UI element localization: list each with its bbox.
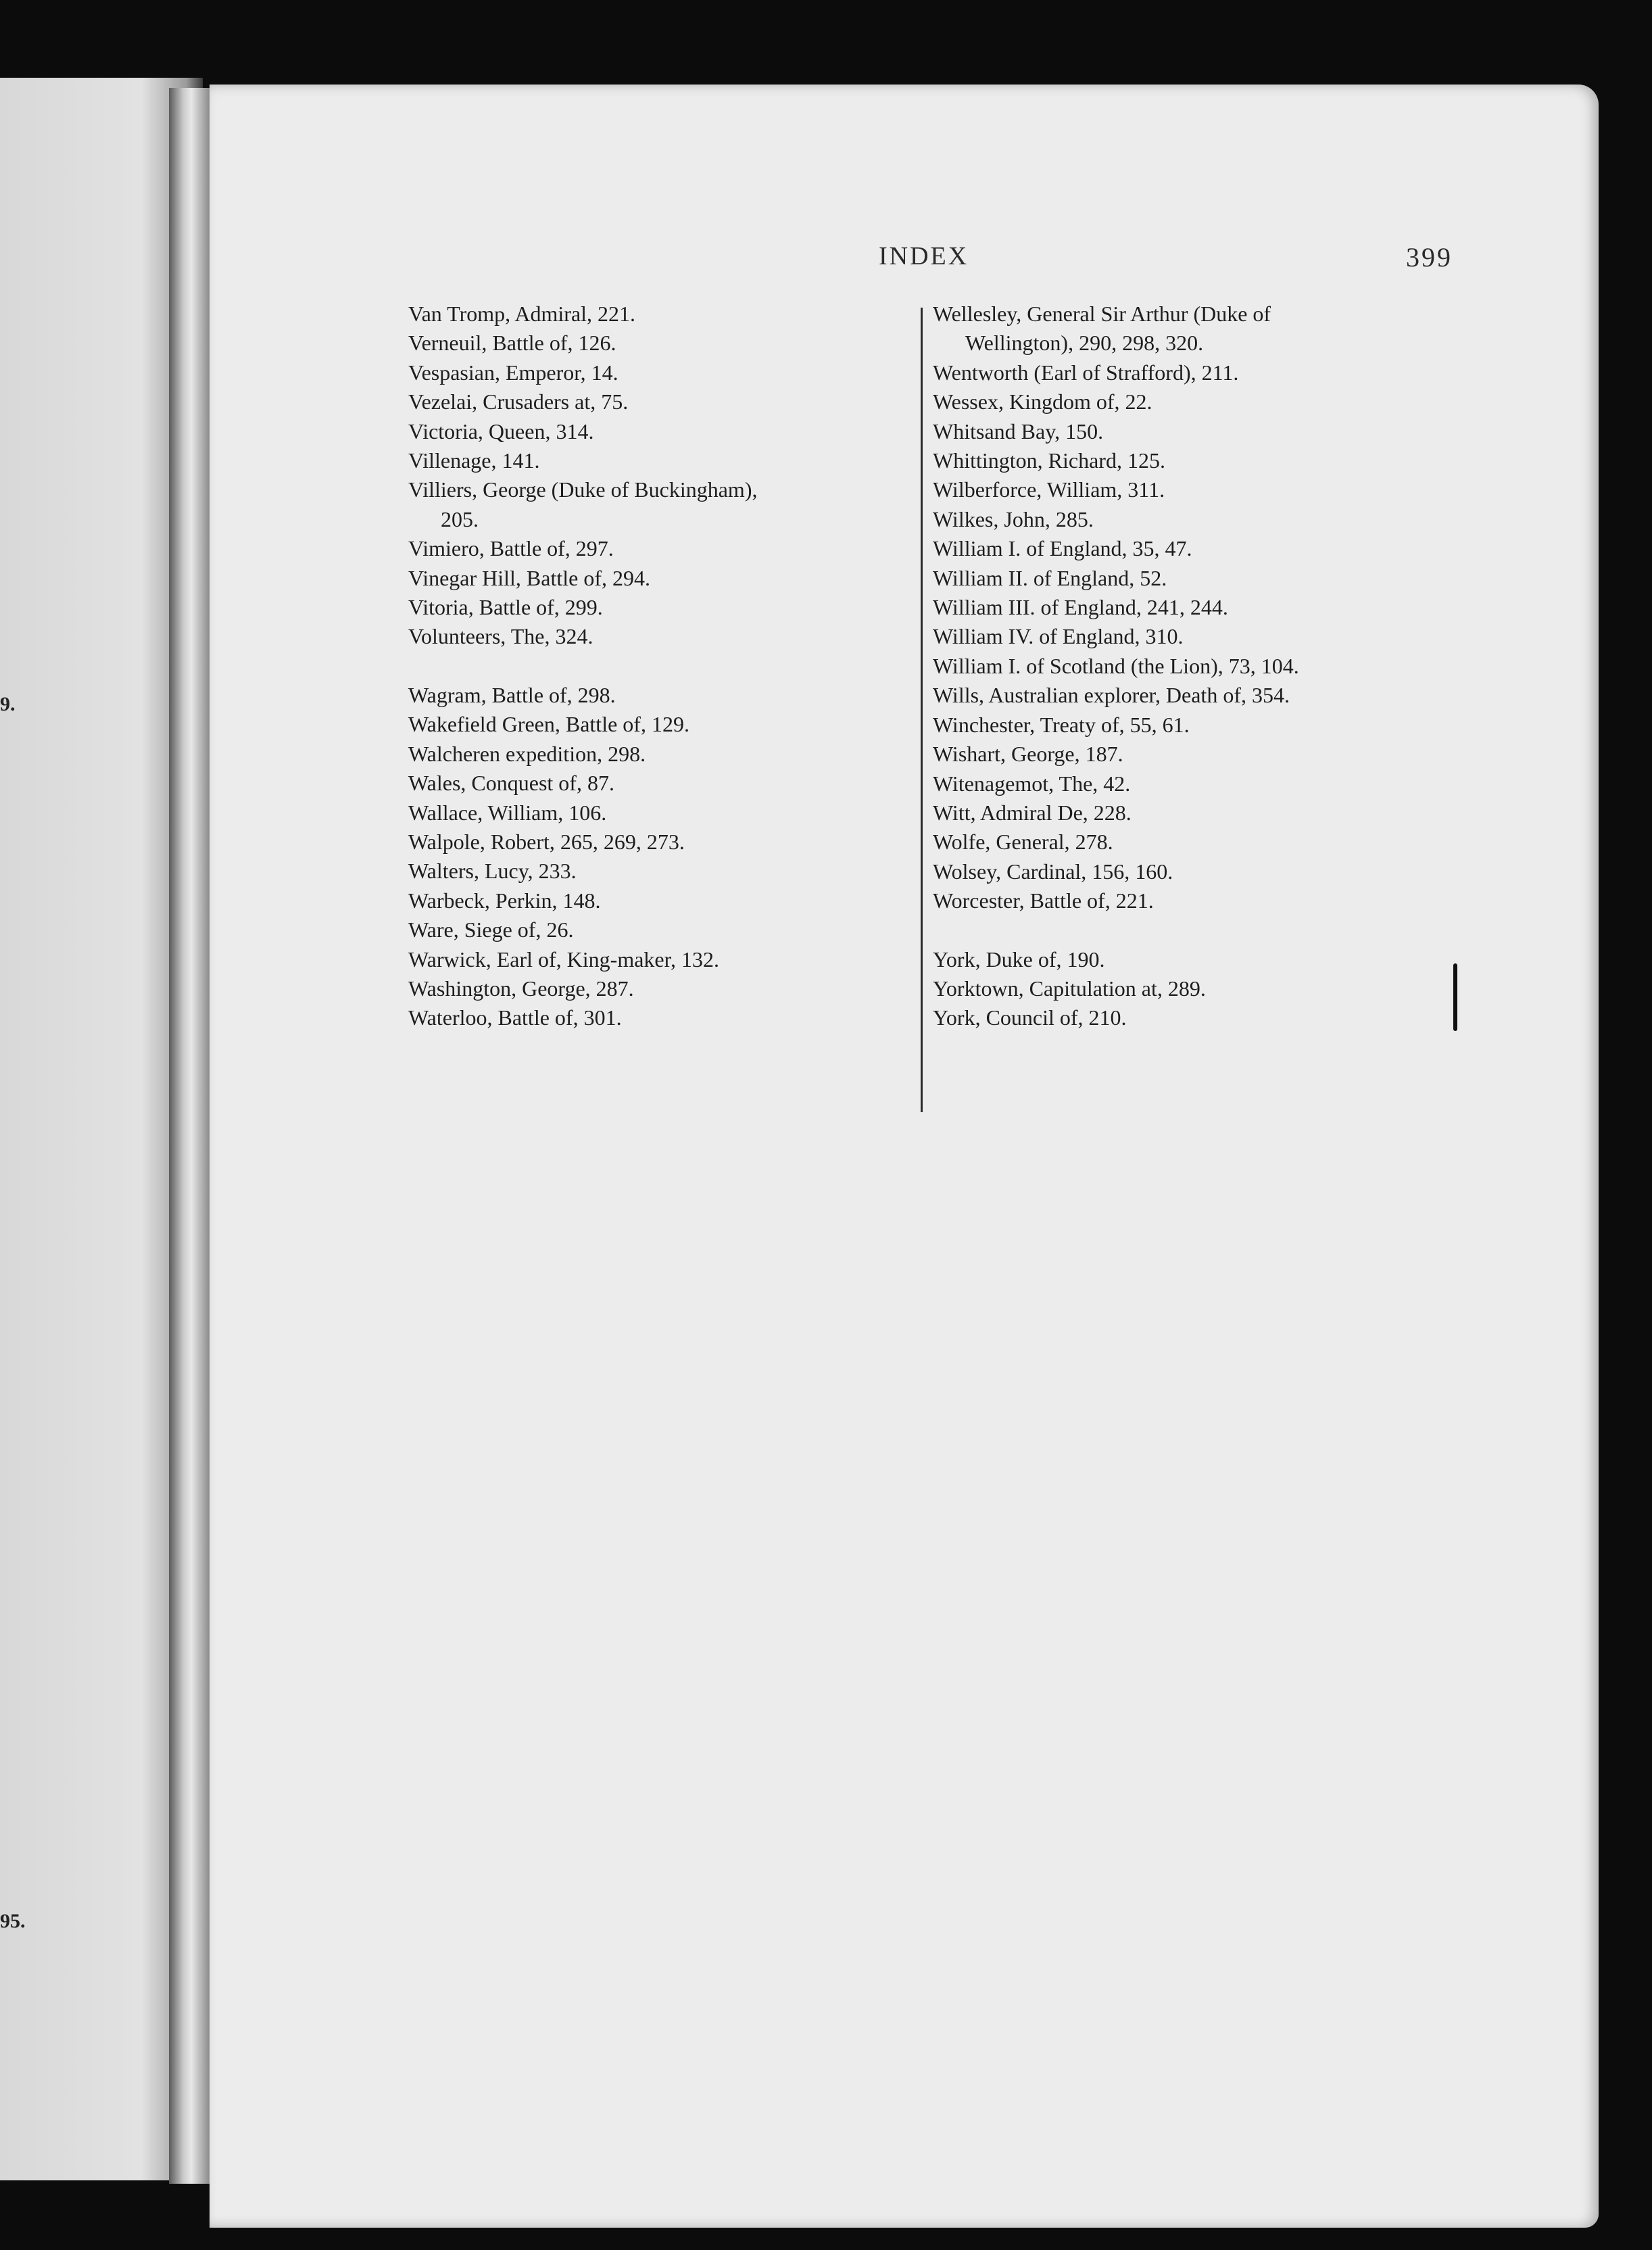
- index-entry: Waterloo, Battle of, 301.: [408, 1005, 622, 1030]
- index-entry: William III. of England, 241, 244.: [933, 595, 1228, 620]
- index-entry: Witenagemot, The, 42.: [933, 771, 1131, 796]
- index-page: [210, 85, 1599, 2228]
- index-entry: William IV. of England, 310.: [933, 624, 1184, 649]
- facing-page-fragment: 9.: [0, 693, 16, 715]
- margin-mark: [1453, 963, 1457, 1031]
- index-entry: William I. of England, 35, 47.: [933, 536, 1192, 561]
- index-entry: Verneuil, Battle of, 126.: [408, 331, 616, 356]
- index-entry: Wills, Australian explorer, Death of, 354.: [933, 683, 1290, 708]
- column-rule: [921, 308, 923, 1112]
- index-entry: Ware, Siege of, 26.: [408, 917, 574, 942]
- page-number: 399: [1406, 242, 1453, 272]
- index-entry: William II. of England, 52.: [933, 565, 1167, 590]
- index-entry: Walpole, Robert, 265, 269, 273.: [408, 829, 685, 854]
- index-entry: William I. of Scotland (the Lion), 73, 104.: [933, 653, 1299, 678]
- index-entry-continuation: Wellington), 290, 298, 320.: [965, 331, 1204, 356]
- index-column-right: [933, 300, 1299, 1033]
- index-entry: Wakefield Green, Battle of, 129.: [408, 712, 689, 737]
- index-entry: Van Tromp, Admiral, 221.: [408, 302, 636, 326]
- index-entry: Victoria, Queen, 314.: [408, 418, 594, 444]
- index-entry: Whittington, Richard, 125.: [933, 448, 1165, 473]
- index-entry: Warwick, Earl of, King-maker, 132.: [408, 947, 719, 972]
- index-entry: Wilberforce, William, 311.: [933, 477, 1165, 502]
- index-entry: Yorktown, Capitulation at, 289.: [933, 976, 1206, 1001]
- index-entry: Warbeck, Perkin, 148.: [408, 888, 601, 913]
- index-entry-continuation: 205.: [441, 506, 479, 531]
- index-entry: Vitoria, Battle of, 299.: [408, 595, 603, 620]
- index-entry: Vespasian, Emperor, 14.: [408, 360, 618, 385]
- index-entry: Whitsand Bay, 150.: [933, 418, 1104, 444]
- letter-section-gap: [408, 652, 757, 681]
- letter-section-gap: [933, 916, 1299, 945]
- facing-page-fragment: 95.: [0, 1910, 26, 1932]
- index-entry: Vezelai, Crusaders at, 75.: [408, 389, 629, 414]
- index-entry: York, Council of, 210.: [933, 1005, 1127, 1030]
- index-entry: Wilkes, John, 285.: [933, 506, 1094, 531]
- index-entry: York, Duke of, 190.: [933, 947, 1105, 972]
- index-entry: Worcester, Battle of, 221.: [933, 888, 1154, 913]
- index-entry: Wagram, Battle of, 298.: [408, 682, 616, 707]
- index-entry: Wessex, Kingdom of, 22.: [933, 389, 1152, 414]
- index-entry: Winchester, Treaty of, 55, 61.: [933, 712, 1190, 737]
- index-entry: Volunteers, The, 324.: [408, 624, 593, 649]
- index-entry: Villiers, George (Duke of Buckingham),: [408, 477, 758, 502]
- index-entry: Walters, Lucy, 233.: [408, 859, 577, 884]
- index-entry: Washington, George, 287.: [408, 976, 634, 1001]
- index-entry: Witt, Admiral De, 228.: [933, 800, 1132, 825]
- index-entry: Wolfe, General, 278.: [933, 830, 1113, 855]
- page-title: INDEX: [879, 242, 969, 270]
- index-entry: Wishart, George, 187.: [933, 742, 1123, 767]
- index-entry: Walcheren expedition, 298.: [408, 741, 646, 766]
- index-entry: Wallace, William, 106.: [408, 800, 607, 825]
- index-entry: Wolsey, Cardinal, 156, 160.: [933, 859, 1173, 884]
- index-entry: Vimiero, Battle of, 297.: [408, 536, 614, 561]
- index-entry: Wales, Conquest of, 87.: [408, 771, 614, 796]
- index-entry: Villenage, 141.: [408, 448, 540, 473]
- index-entry: Vinegar Hill, Battle of, 294.: [408, 565, 650, 590]
- index-column-left: [408, 300, 757, 1033]
- index-entry: Wentworth (Earl of Strafford), 211.: [933, 360, 1239, 385]
- book-gutter: [169, 88, 210, 2184]
- index-entry: Wellesley, General Sir Arthur (Duke of: [933, 302, 1271, 326]
